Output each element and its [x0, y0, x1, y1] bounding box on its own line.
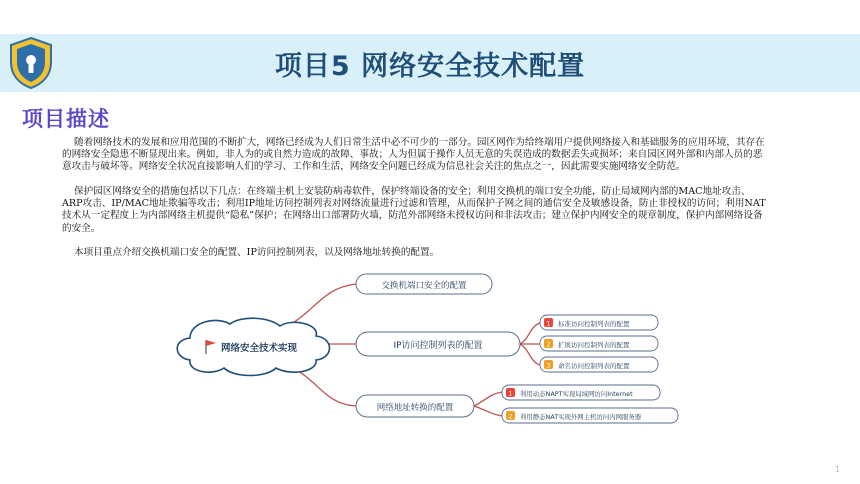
svg-text:扩展访问控制列表的配置: 扩展访问控制列表的配置 — [558, 341, 630, 349]
mind-map — [168, 268, 688, 430]
connector-branch-1 — [288, 284, 356, 326]
acl-child-3 — [540, 357, 658, 372]
svg-text:2: 2 — [508, 412, 513, 421]
svg-text:1: 1 — [508, 389, 513, 398]
branch-port-security — [356, 274, 492, 294]
connector-acl-3 — [520, 344, 540, 365]
svg-text:3: 3 — [546, 361, 551, 370]
paragraph-2: 保护园区网络安全的措施包括以下几点：在终端主机上安装防病毒软件，保护终端设备的安全；利用交换机的端口安全功能，防止局域网内部的MAC地址攻击、ARP攻击、IP/MAC地址欺骗等攻击；利用IP地址访问控制列表对网络流量进行过滤和管理，从而保护子网之间的通信安全及敏感设备，防止非授权的访问；利用NAT技术从一定程度上为内部网络主机提供“隐私”保护；在网络出口部署防火墙，防范外部网络未授权访问和非法攻击；建立保护内网安全的规章制度，保护内部网络设备的安全。 — [62, 186, 766, 234]
page-number: 1 — [834, 465, 840, 474]
svg-text:利用动态NAPT实现局域网访问Internet: 利用动态NAPT实现局域网访问Internet — [520, 390, 633, 398]
connector-nat-1 — [474, 392, 502, 406]
branch-nat — [356, 395, 474, 417]
svg-text:2: 2 — [546, 340, 551, 349]
page-title: 项目5 网络安全技术配置 — [274, 51, 586, 82]
branch-label: 网络地址转换的配置 — [376, 403, 454, 413]
root-label: 网络安全技术实现 — [221, 343, 298, 354]
connector-nat-2 — [474, 406, 502, 416]
section-heading: 项目描述 — [22, 107, 110, 131]
branch-acl — [356, 332, 520, 356]
branch-label: IP访问控制列表的配置 — [393, 341, 483, 351]
svg-text:1: 1 — [546, 319, 551, 328]
nat-child-1 — [502, 385, 660, 400]
paragraph-1: 随着网络技术的发展和应用范围的不断扩大，网络已经成为人们日常生活中必不可少的一部分。园区网作为给终端用户提供网络接入和基础服务的应用环境，其存在的网络安全隐患不断显现出来。例如，非人为的或自然力造成的故障、事故；人为但属于操作人员无意的失误造成的数据丢失或损坏；来自园区网外部和内部人员的恶意攻击与破坏等。网络安全状况直接影响人们的学习、工作和生活，网络安全问题已经成为信息社会关注的焦点之一，因此需要实施网络安全防范。 — [62, 137, 765, 173]
paragraph-3: 本项目重点介绍交换机端口安全的配置、IP访问控制列表，以及网络地址转换的配置。 — [74, 247, 440, 258]
svg-text:标准访问控制列表的配置: 标准访问控制列表的配置 — [558, 320, 630, 328]
branch-label: 交换机端口安全的配置 — [381, 281, 467, 291]
connector-acl-1 — [520, 323, 540, 344]
nat-child-2 — [502, 408, 678, 423]
root-node — [177, 318, 329, 375]
acl-child-1 — [540, 315, 658, 330]
svg-text:命名访问控制列表的配置: 命名访问控制列表的配置 — [558, 362, 630, 370]
svg-text:利用静态NAT实现外网主机访问内网服务器: 利用静态NAT实现外网主机访问内网服务器 — [520, 413, 642, 421]
acl-child-2 — [540, 336, 658, 351]
